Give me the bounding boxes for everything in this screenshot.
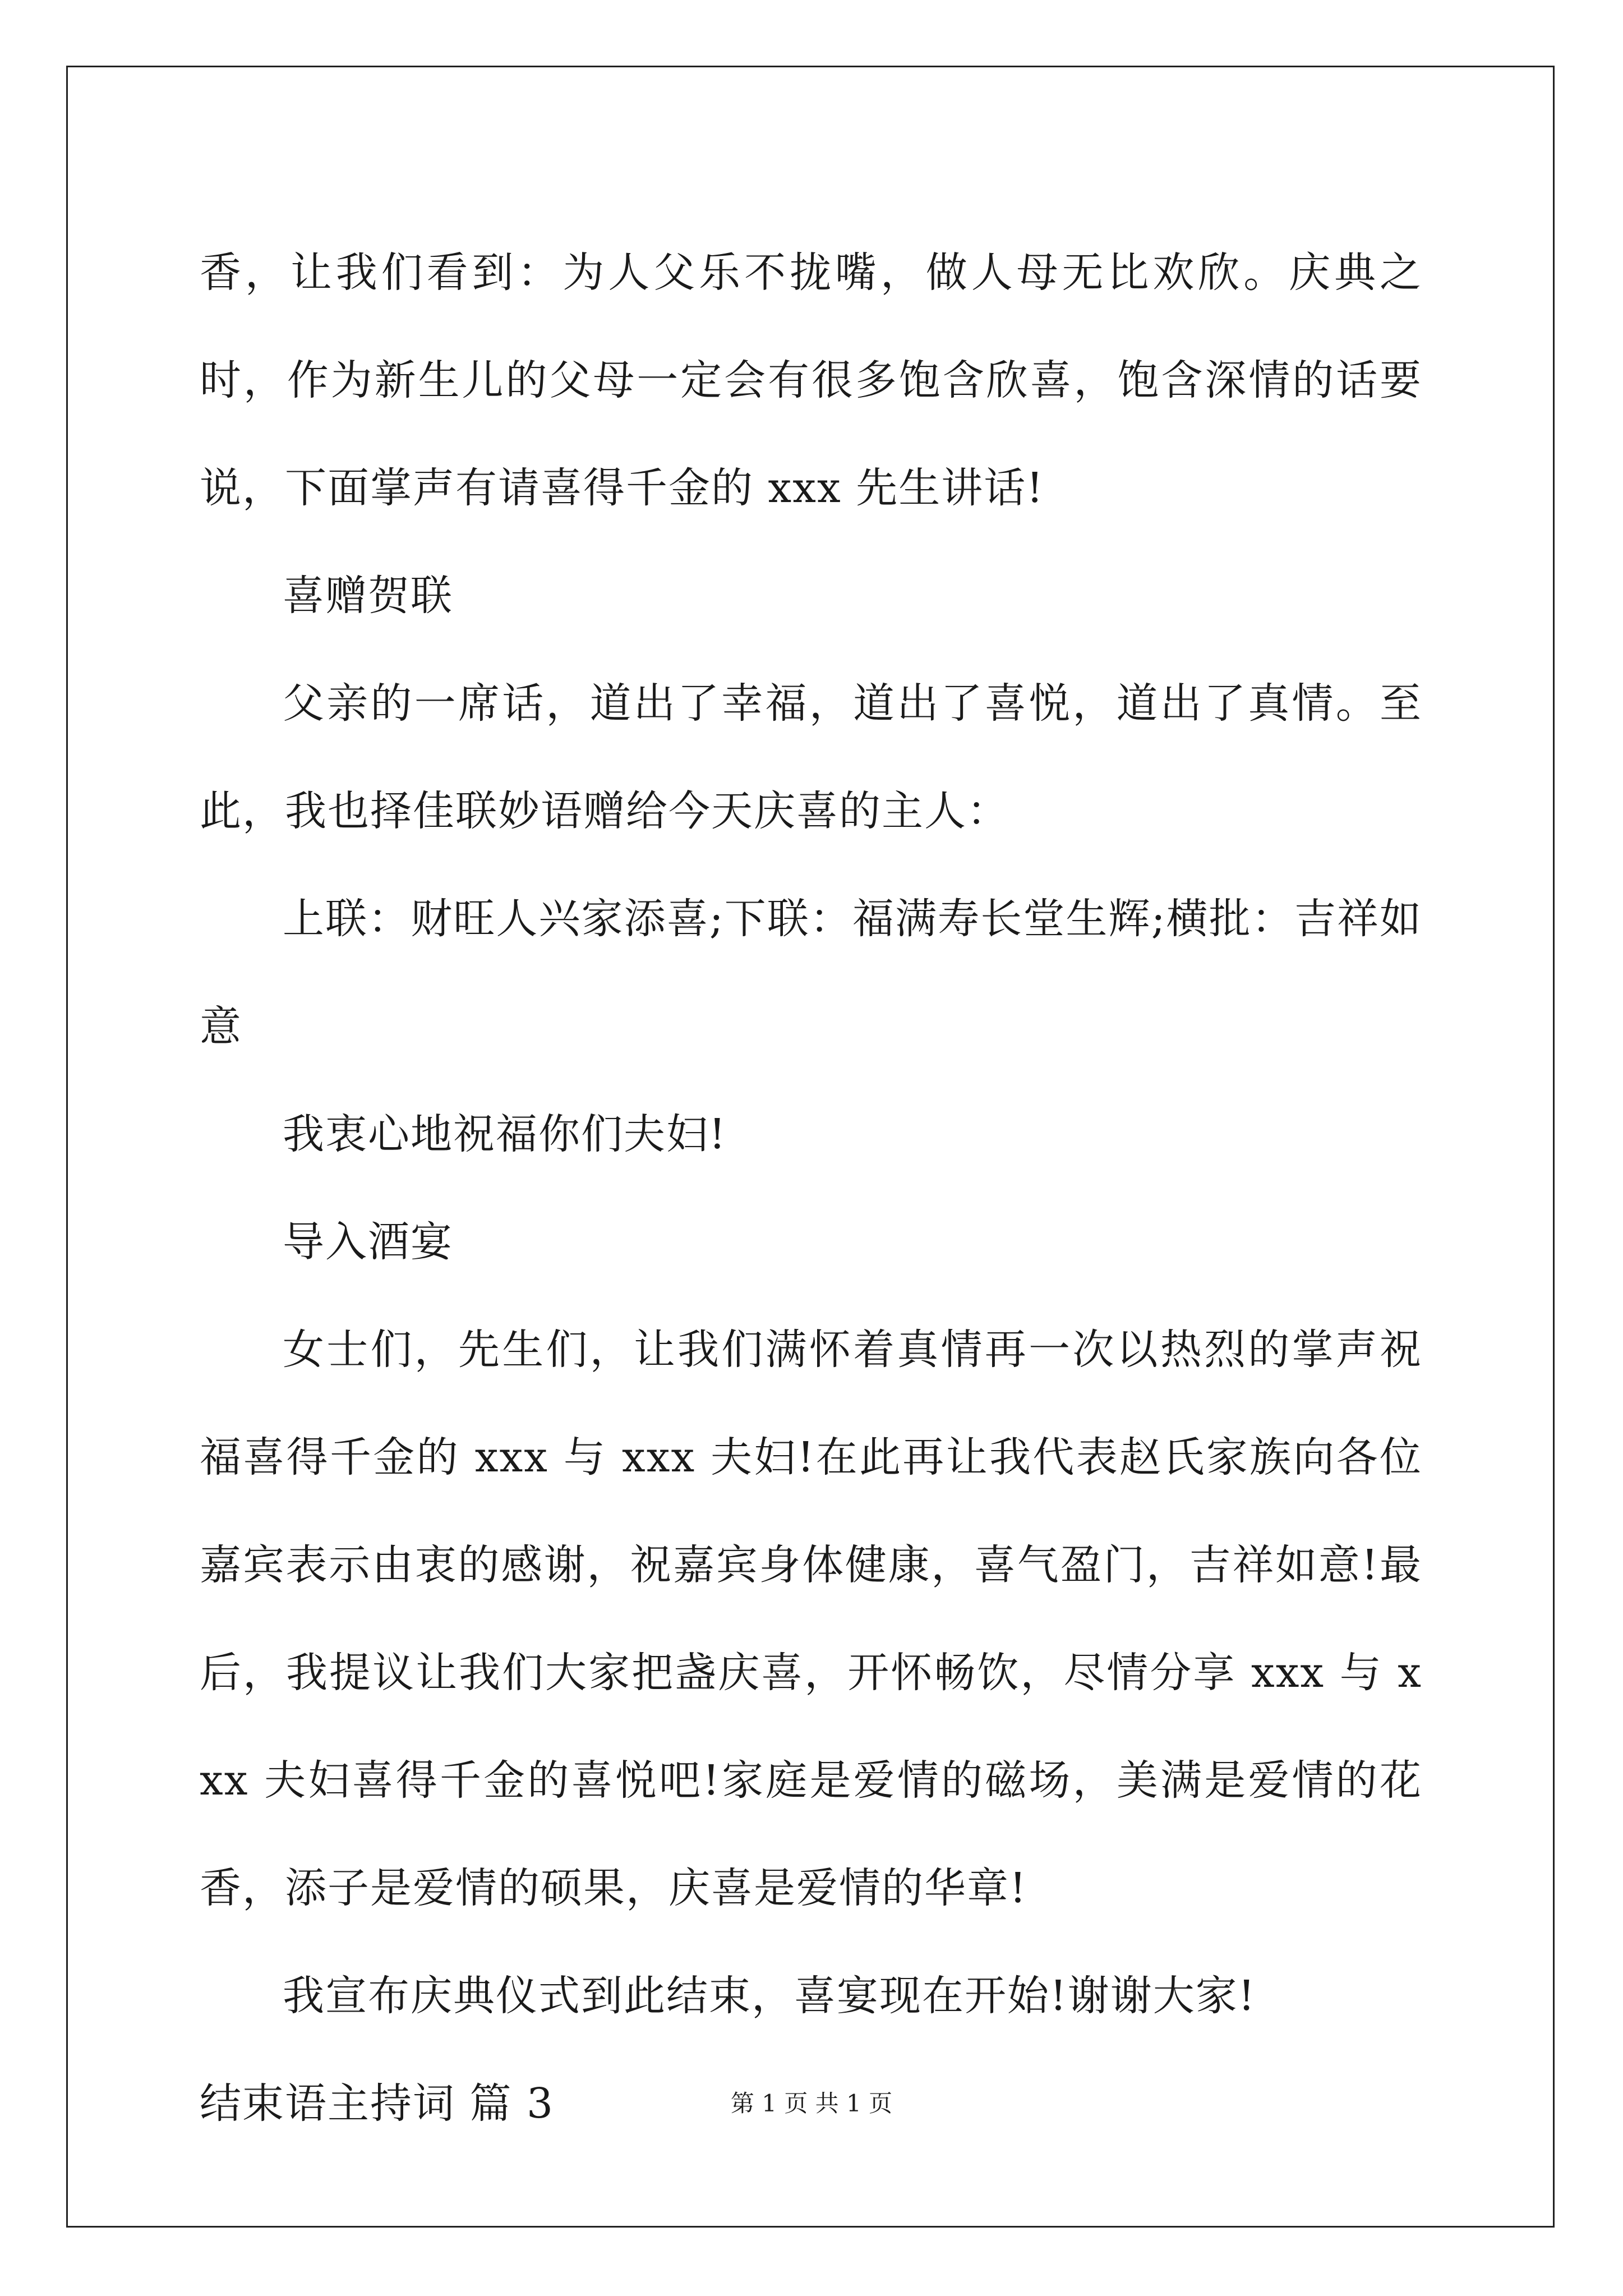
document-body <box>200 219 1422 2157</box>
page-footer: 第 1 页 共 1 页 <box>730 2090 893 2117</box>
paragraph-continuation: 香，让我们看到：为人父乐不拢嘴，做人母无比欢欣。庆典之时，作为新生儿的父母一定会有很多饱含欣喜，饱含深情的话要说，下面掌声有请喜得千金的 xxx 先生讲话! <box>200 249 1422 512</box>
paragraph-toast: 女士们，先生们，让我们满怀着真情再一次以热烈的掌声祝福喜得千金的 xxx 与 xxx 夫妇!在此再让我代表赵氏家族向各位嘉宾表示由衷的感谢，祝嘉宾身体健康，喜气盈门，吉祥如意!最后，我提议让我们大家把盏庆喜，开怀畅饮，尽情分享 xxx 与 xxx 夫妇喜得千金的喜悦吧!家庭是爱情的磁场，美满是爱情的花香，添子是爱情的硕果，庆喜是爱情的华章! <box>200 1326 1422 1912</box>
paragraph-blessing: 我衷心地祝福你们夫妇! <box>283 1110 727 1158</box>
subheading-couplet: 喜赠贺联 <box>283 572 453 620</box>
paragraph-couplet-text: 上联：财旺人兴家添喜;下联：福满寿长堂生辉;横批：吉祥如意 <box>200 895 1422 1051</box>
subheading-banquet: 导入酒宴 <box>283 1218 453 1266</box>
section-heading: 结束语主持词 篇 3 <box>200 2079 555 2128</box>
paragraph-father-speech: 父亲的一席话，道出了幸福，道出了喜悦，道出了真情。至此，我也择佳联妙语赠给今天庆喜的主人： <box>200 679 1422 835</box>
paragraph-closing: 我宣布庆典仪式到此结束，喜宴现在开始!谢谢大家! <box>283 1972 1256 2020</box>
